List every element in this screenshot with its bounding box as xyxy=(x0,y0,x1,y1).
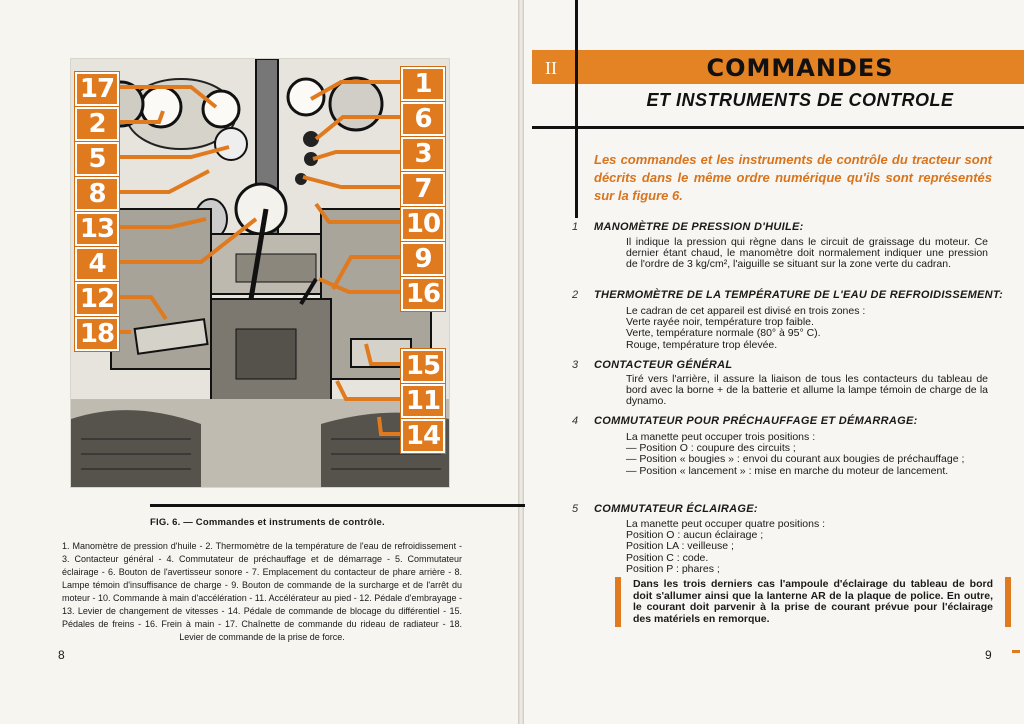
section-intro: La manette peut occuper trois positions : xyxy=(626,431,816,443)
callout-8: 8 xyxy=(75,177,119,211)
chapter-title: COMMANDES xyxy=(706,54,894,82)
page-edge-mark xyxy=(1012,650,1020,653)
position-line: — Position O : coupure des circuits ; xyxy=(626,442,796,455)
callout-3: 3 xyxy=(401,137,445,171)
section-intro: La manette peut occuper quatre positions : xyxy=(626,518,826,530)
section-heading: COMMUTATEUR ÉCLAIRAGE: xyxy=(594,503,758,515)
callout-12: 12 xyxy=(75,282,119,316)
section-number: 5 xyxy=(571,503,579,515)
zone-line: Rouge, température trop élevée. xyxy=(626,338,778,351)
position-line: Position O : aucun éclairage ; xyxy=(626,529,764,542)
chapter-number: II xyxy=(545,58,557,78)
callout-14: 14 xyxy=(401,419,445,453)
position-line: Position LA : veilleuse ; xyxy=(626,540,734,553)
section-heading: COMMUTATEUR POUR PRÉCHAUFFAGE ET DÉMARRAGE: xyxy=(594,415,918,427)
section-text xyxy=(626,432,988,477)
page-number-left: 8 xyxy=(58,648,65,662)
callout-17: 17 xyxy=(75,72,119,106)
callout-10: 10 xyxy=(401,207,445,241)
margin-rule xyxy=(575,0,578,218)
callout-7: 7 xyxy=(401,172,445,206)
position-line: Position C : code. xyxy=(626,551,709,564)
callout-2: 2 xyxy=(75,107,119,141)
section-text: Tiré vers l'arrière, il assure la liaison de tous les contacteurs du tableau de bord avec la borne + de la batterie et allume la lampe témoin de charge de la dynamo. xyxy=(626,373,988,408)
callout-9: 9 xyxy=(401,242,445,276)
figure-rule xyxy=(150,504,525,507)
section-number: 3 xyxy=(571,359,579,371)
section-text: Il indique la pression qui règne dans le circuit de graissage du moteur. Ce dernier étant chaud, le manomètre doit normalement indiquer une pression de l'ordre de 3 kg/cm², l'aiguille se situant sur la zone verte du cadran. xyxy=(626,236,988,271)
section-heading: THERMOMÈTRE DE LA TEMPÉRATURE DE L'EAU DE REFROIDISSEMENT: xyxy=(594,289,1004,301)
position-line: Position P : phares ; xyxy=(626,562,720,575)
section-number: 2 xyxy=(571,289,579,301)
section-number: 1 xyxy=(571,221,579,233)
lighting-note: Dans les trois derniers cas l'ampoule d'éclairage du tableau de bord doit s'allumer ainsi que la lanterne AR de la plaque de police. En outre, le courant doit parvenir à la prise de courant prévue pour l'éclairage des matériels en remorque. xyxy=(615,577,1011,627)
section-intro: Le cadran de cet appareil est divisé en trois zones : xyxy=(626,305,866,317)
callout-4: 4 xyxy=(75,247,119,281)
section-text xyxy=(626,306,988,351)
tractor-controls-figure xyxy=(70,58,450,488)
section-number: 4 xyxy=(571,415,579,427)
tractor-dashboard-illustration xyxy=(71,59,449,487)
heading-rule xyxy=(532,126,1024,129)
callout-1: 1 xyxy=(401,67,445,101)
intro-paragraph: Les commandes et les instruments de contrôle du tracteur sont décrits dans le même ordre numérique qu'ils sont représentés sur la figure 6. xyxy=(594,152,992,203)
section-heading: CONTACTEUR GÉNÉRAL xyxy=(594,359,733,371)
position-line: — Position « lancement » : mise en marche du moteur de lancement. xyxy=(626,464,949,477)
position-line: — Position « bougies » : envoi du courant aux bougies de préchauffage ; xyxy=(626,453,965,466)
callout-11: 11 xyxy=(401,384,445,418)
page-number-right: 9 xyxy=(985,648,992,662)
zone-line: Verte rayée noir, température trop faible. xyxy=(626,316,814,329)
callout-6: 6 xyxy=(401,102,445,136)
callout-13: 13 xyxy=(75,212,119,246)
callout-16: 16 xyxy=(401,277,445,311)
zone-line: Verte, température normale (80° à 95° C). xyxy=(626,327,821,340)
callout-15: 15 xyxy=(401,349,445,383)
callout-5: 5 xyxy=(75,142,119,176)
chapter-subtitle: ET INSTRUMENTS DE CONTROLE xyxy=(646,90,954,110)
section-text xyxy=(626,519,988,575)
figure-title: FIG. 6. — Commandes et instruments de contrôle. xyxy=(150,517,385,528)
figure-caption: 1. Manomètre de pression d'huile - 2. Thermomètre de la température de l'eau de refroidissement - 3. Contacteur général - 4. Commutateur de préchauffage et de démarrage - 5. Commutateur éclairage - 6. Bouton de l'avertisseur sonore - 7. Emplacement du contacteur de phare arrière - 8. Lampe témoin d'insuffisance de charge - 9. Bouton de commande de la surcharge et de l'arrêt du moteur - 10. Commande à main d'accélération - 11. Accélérateur au pied - 12. Pédale d'embrayage - 13. Levier de changement de vitesses - 14. Pédale de commande de blocage du différentiel - 15. Pédales de freins - 16. Frein à main - 17. Chaînette de commande du rideau de radiateur - 18. Levier de commande de la prise de force. xyxy=(62,541,462,642)
section-heading: MANOMÈTRE DE PRESSION D'HUILE: xyxy=(594,221,804,233)
callout-18: 18 xyxy=(75,317,119,351)
